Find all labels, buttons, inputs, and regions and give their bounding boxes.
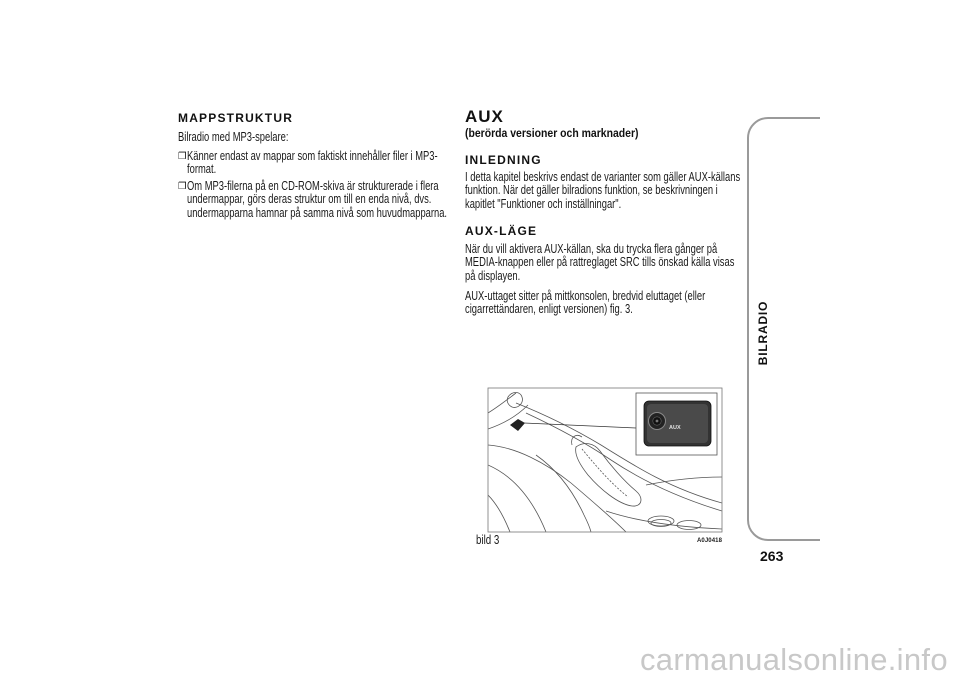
aux-socket-inset — [636, 393, 717, 455]
heading-mappstruktur: MAPPSTRUKTUR — [178, 111, 294, 125]
paragraph — [465, 243, 734, 283]
side-tab-label: BILRADIO — [756, 300, 770, 366]
text-line: cigarrettändaren, enligt versionen) fig. 3. — [465, 302, 633, 317]
bullet-square-icon: ❒ — [178, 181, 187, 192]
chapter-subtitle: (berörda versioner och marknader) — [465, 126, 639, 140]
aux-socket-label: AUX — [669, 425, 681, 431]
paragraph — [465, 290, 705, 317]
figure-center-console-illustration — [476, 385, 726, 535]
text-line: Känner endast av mappar som faktiskt innehåller filer i MP3- — [187, 149, 438, 163]
figure-caption: bild 3 — [476, 533, 500, 547]
paragraph — [465, 171, 740, 211]
text-line: När du vill aktivera AUX-källan, ska du trycka flera gånger på — [465, 242, 718, 256]
pointer-line — [524, 423, 636, 428]
heading-inledning: INLEDNING — [465, 153, 542, 167]
text-line: Bilradio med MP3-spelare: — [178, 130, 289, 144]
cup-holder — [677, 521, 701, 530]
text-line: kapitlet "Funktioner och inställningar". — [465, 196, 622, 211]
handbrake-boot — [576, 444, 641, 507]
heading-aux-lage: AUX-LÄGE — [465, 224, 538, 238]
chapter-title: AUX — [465, 107, 504, 126]
text-line: MEDIA-knappen eller på rattreglaget SRC tills önskad källa visas — [465, 255, 735, 270]
bullet-square-icon: ❒ — [178, 151, 187, 162]
text-line: Om MP3-filerna på en CD-ROM-skiva är strukturerade i flera — [187, 179, 439, 193]
page-number: 263 — [760, 548, 784, 564]
text-line: format. — [187, 162, 217, 177]
figure-code: A0J0418 — [697, 538, 723, 544]
bullet-item — [187, 180, 447, 220]
intro-paragraph — [178, 131, 288, 144]
aux-socket-location-marker — [510, 419, 525, 431]
gear-knob — [507, 393, 522, 408]
bullet-item — [187, 150, 438, 177]
text-line: på displayen. — [465, 268, 521, 283]
side-tab-bracket — [740, 110, 830, 550]
text-line: funktion. När det gäller bilradions funktion, se beskrivningen i — [465, 183, 718, 198]
text-line: I detta kapitel beskrivs endast de varianter som gäller AUX-källans — [465, 170, 741, 184]
text-line: undermapparna hamnar på samma nivå som huvudmapparna. — [187, 205, 448, 220]
text-line: undermappar, görs deras struktur om till en enda nivå, dvs. — [187, 192, 432, 207]
watermark-text: carmanualsonline.info — [640, 642, 948, 677]
text-line: AUX-uttaget sitter på mittkonsolen, bredvid eluttaget (eller — [465, 289, 706, 303]
